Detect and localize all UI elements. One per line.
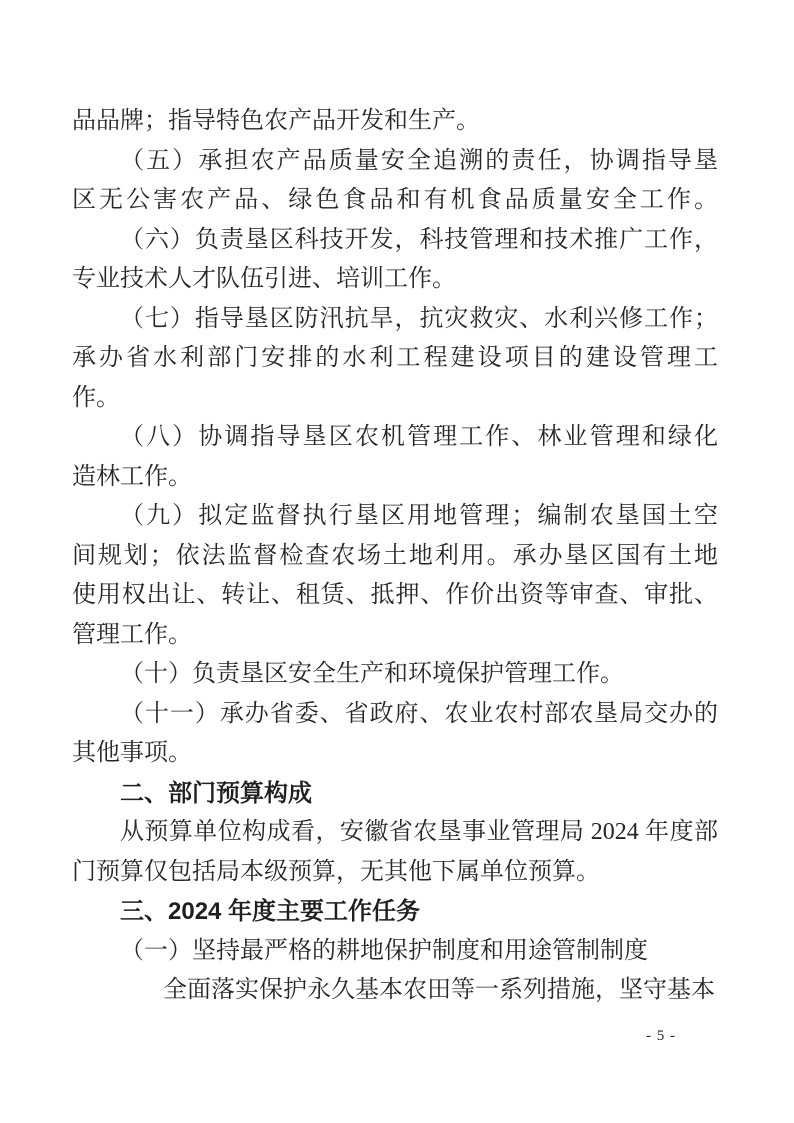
text-line: （十一）承办省委、省政府、农业农村部农垦局交办的: [120, 700, 718, 727]
text-line: 造林工作。: [72, 463, 192, 490]
text-line: （一）坚持最严格的耕地保护制度和用途管制制度: [120, 937, 648, 964]
text-line: （十）负责垦区安全生产和环境保护管理工作。: [120, 661, 624, 687]
text-line: （九）拟定监督执行垦区用地管理；编制农垦国土空: [120, 503, 718, 529]
document-body: [72, 102, 718, 1011]
text-line: 专业技术人才队伍引进、培训工作。: [72, 266, 456, 292]
text-line: （八）协调指导垦区农机管理工作、林业管理和绿化: [120, 424, 718, 450]
text-line: 其他事项。: [72, 740, 192, 766]
text-line: （五）承担农产品质量安全追溯的责任，协调指导垦: [120, 147, 718, 174]
text-line: 使用权出让、转让、租赁、抵押、作价出资等审查、审批、: [72, 582, 718, 608]
section-heading: 二、部门预算构成: [120, 779, 312, 807]
text-line: 作。: [72, 384, 120, 411]
text-line: 品品牌；指导特色农产品开发和生产。: [72, 108, 480, 134]
page-number: - 5 -: [646, 1028, 676, 1044]
section-heading: 三、2024 年度主要工作任务: [120, 898, 421, 925]
text-line: 承办省水利部门安排的水利工程建设项目的建设管理工: [72, 345, 718, 371]
text-line: 全面落实保护永久基本农田等一系列措施，坚守基本: [163, 977, 715, 1003]
text-line: 门预算仅包括局本级预算，无其他下属单位预算。: [72, 858, 600, 885]
text-line: （六）负责垦区科技开发，科技管理和技术推广工作，: [120, 226, 718, 253]
text-line: 管理工作。: [72, 621, 192, 648]
text-line: （七）指导垦区防汛抗旱，抗灾救灾、水利兴修工作；: [120, 305, 718, 332]
text-line: 从预算单位构成看，安徽省农垦事业管理局 2024 年度部: [120, 819, 718, 845]
text-line: 间规划；依法监督检查农场土地利用。承办垦区国有土地: [72, 542, 718, 569]
text-line: 区无公害农产品、绿色食品和有机食品质量安全工作。: [72, 187, 718, 213]
